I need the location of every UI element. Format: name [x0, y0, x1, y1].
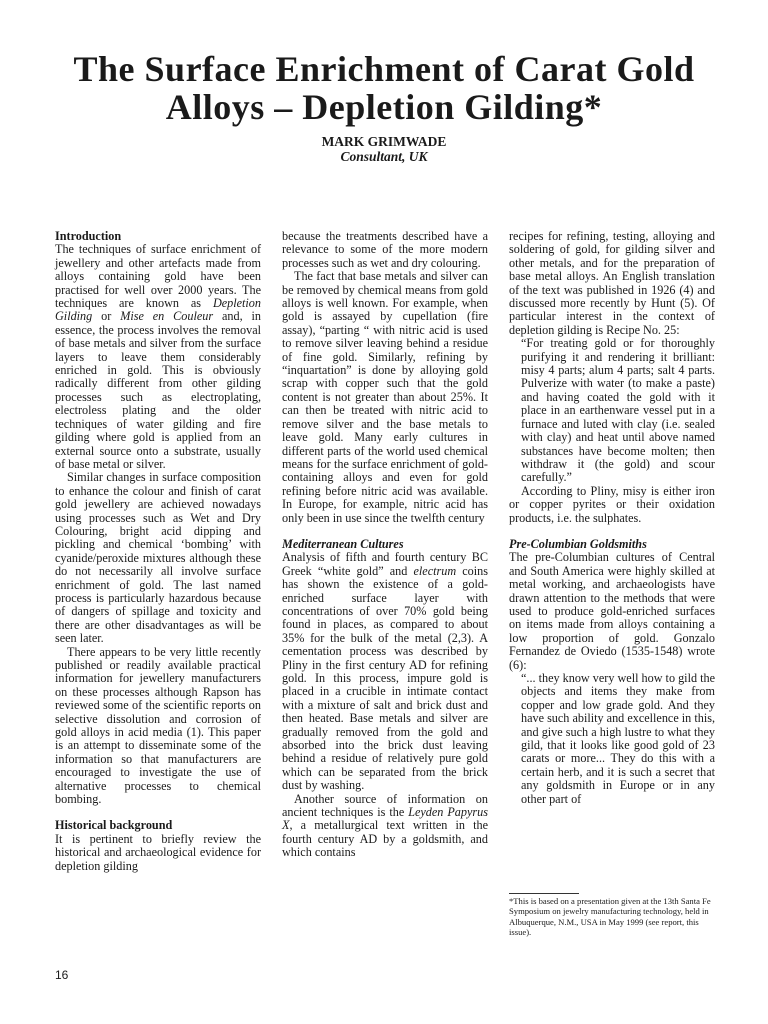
section-heading-historical-background: Historical background: [55, 818, 173, 833]
section-heading-mediterranean-cultures: Mediterranean Cultures: [282, 536, 404, 551]
paragraph: recipes for refining, testing, alloying and soldering of gold, for gilding silver and other metals, and for the preparation of base metal alloys. An English translation of the text was published in 1926 (4) and discussed more recently by Hunt (5). Of particular interest in the context of depletion gilding is Recipe No. 25:: [509, 229, 715, 337]
paragraph: There appears to be very little recently published or readily available practical information for jewellery manufacturers on these processes although Rapson has reviewed some of the scientific reports on selective dissolution and corrosion of gold alloys in acid media (1). This paper is an attempt to disseminate some of the information so that manufacturers are encouraged to investigate the use of alternative processes to chemical bombing.: [55, 644, 261, 807]
text-column-1: [55, 230, 261, 873]
paragraph: Similar changes in surface composition to enhance the colour and finish of carat gold jewellery are achieved nowadays using processes such as Wet and Dry Colouring, bright acid dipping and pickling and chemical ‘bombing’ with cyanide/peroxide mixtures although these do not necessarily all involve surface enrichment of gold. The last named process is particularly hazardous because of dangers of spillage and toxicity and there are other disadvantages as will be seen later.: [55, 470, 261, 646]
paragraph: According to Pliny, misy is either iron or copper pyrites or their oxidation products, i.e. the sulphates.: [509, 483, 715, 525]
emphasis: electrum: [413, 563, 457, 578]
paragraph: It is pertinent to briefly review the historical and archaeological evidence for depletion gilding: [55, 831, 261, 873]
paragraph: The pre-Columbian cultures of Central and South America were highly skilled at metal working, and archaeologists have drawn attention to the methods that were used to produce gold-enriched surfaces on items made from alloys containing a low proportion of gold. Gonzalo Fernandez de Oviedo (1535-1548) wrote (6):: [509, 550, 715, 672]
emphasis: Leyden Papyrus X: [282, 805, 488, 833]
paragraph: Analysis of fifth and fourth century BC Greek “white gold” and electrum coins has shown the existence of a gold-enriched surface layer with concentrations of over 70% gold being found in places, as compared to about 35% for the bulk of the metal (2,3). A cementation process was described by Pliny in the first century AD for refining gold. In this process, impure gold is placed in a crucible in intimate contact with a mixture of salt and brick dust and then heated. Base metals and silver are gradually removed from the gold and absorbed into the brick dust leaving behind a residue of relatively pure gold which can be separated from the brick dust by washing.: [282, 550, 488, 793]
author-affiliation: Consultant, UK: [340, 149, 428, 164]
text-column-2: [282, 230, 488, 860]
emphasis: Depletion Gilding: [55, 296, 261, 324]
emphasis: Mise en Couleur: [120, 309, 214, 324]
title-line-1: The Surface Enrichment of Carat Gold: [73, 49, 695, 89]
footnote-divider: [509, 893, 579, 894]
author-name: MARK GRIMWADE: [321, 134, 447, 149]
paragraph: The fact that base metals and silver can be removed by chemical means from gold alloys is well known. For example, when gold is assayed by cupellation (fire assay), “parting “ with nitric acid is used to remove silver leaving behind a residue of fine gold. Similarly, refining by “inquartation” is done by alloying gold scrap with copper such that the gold content is not greater than about 25%. It can then be treated with nitric acid to remove silver and the base metals to leave gold. Many early cultures in different parts of the world used chemical means for the surface enrichment of gold-containing alloys and even for gold refining before nitric acid was available. In Europe, for example, nitric acid has only been in use since the twelfth century: [282, 269, 488, 525]
block-quote: “... they know very well how to gild the objects and items they make from copper and low grade gold. And they have such ability and excellence in this, and give such a high lustre to what they gild, that it looks like good gold of 23 carats or more... They do this with a certain herb, and it is such a secret that any goldsmith in Europe or in any other part of: [521, 671, 715, 806]
block-quote: “For treating gold or for thoroughly purifying it and rendering it brilliant: misy 4 parts; alum 4 parts; salt 4 parts. Pulverize with water (to make a paste) and having coated the gold with it place in an earthenware vessel put in a furnace and luted with clay (i.e. sealed with clay) and heat until above named substances have become molten; then withdraw it (the gold) and scour carefully.”: [521, 336, 715, 485]
section-heading-pre-columbian-goldsmiths: Pre-Columbian Goldsmiths: [509, 536, 647, 551]
paragraph: The techniques of surface enrichment of jewellery and other artefacts made from alloys containing gold have been practised for well over 2000 years. The techniques are known as Depletion Gilding or Mise en Couleur and, in essence, the process involves the removal of base metals and silver from the surface layers to leave them considerably enriched in gold. This is obviously radically different from other gilding processes such as electroplating, electroless plating and the older techniques of water gilding and fire gilding where gold is applied from an external source onto a substrate, usually of base metal or silver.: [55, 242, 262, 471]
text-column-3: [509, 230, 715, 806]
title-line-2: Alloys – Depletion Gilding*: [165, 87, 603, 127]
page-number: 16: [55, 968, 69, 982]
paragraph: because the treatments described have a relevance to some of the more modern processes such as wet and dry colouring.: [282, 229, 488, 270]
section-heading-introduction: Introduction: [55, 229, 122, 243]
paragraph: Another source of information on ancient techniques is the Leyden Papyrus X, a metallurgical text written in the fourth century AD by a goldsmith, and which contains: [282, 791, 488, 860]
article-title: [40, 50, 728, 126]
footnote: *This is based on a presentation given at the 13th Santa Fe Symposium on jewelry manufacturing technology, held in Albuquerque, N.M., USA in May 1999 (see report, this issue).: [509, 896, 711, 938]
